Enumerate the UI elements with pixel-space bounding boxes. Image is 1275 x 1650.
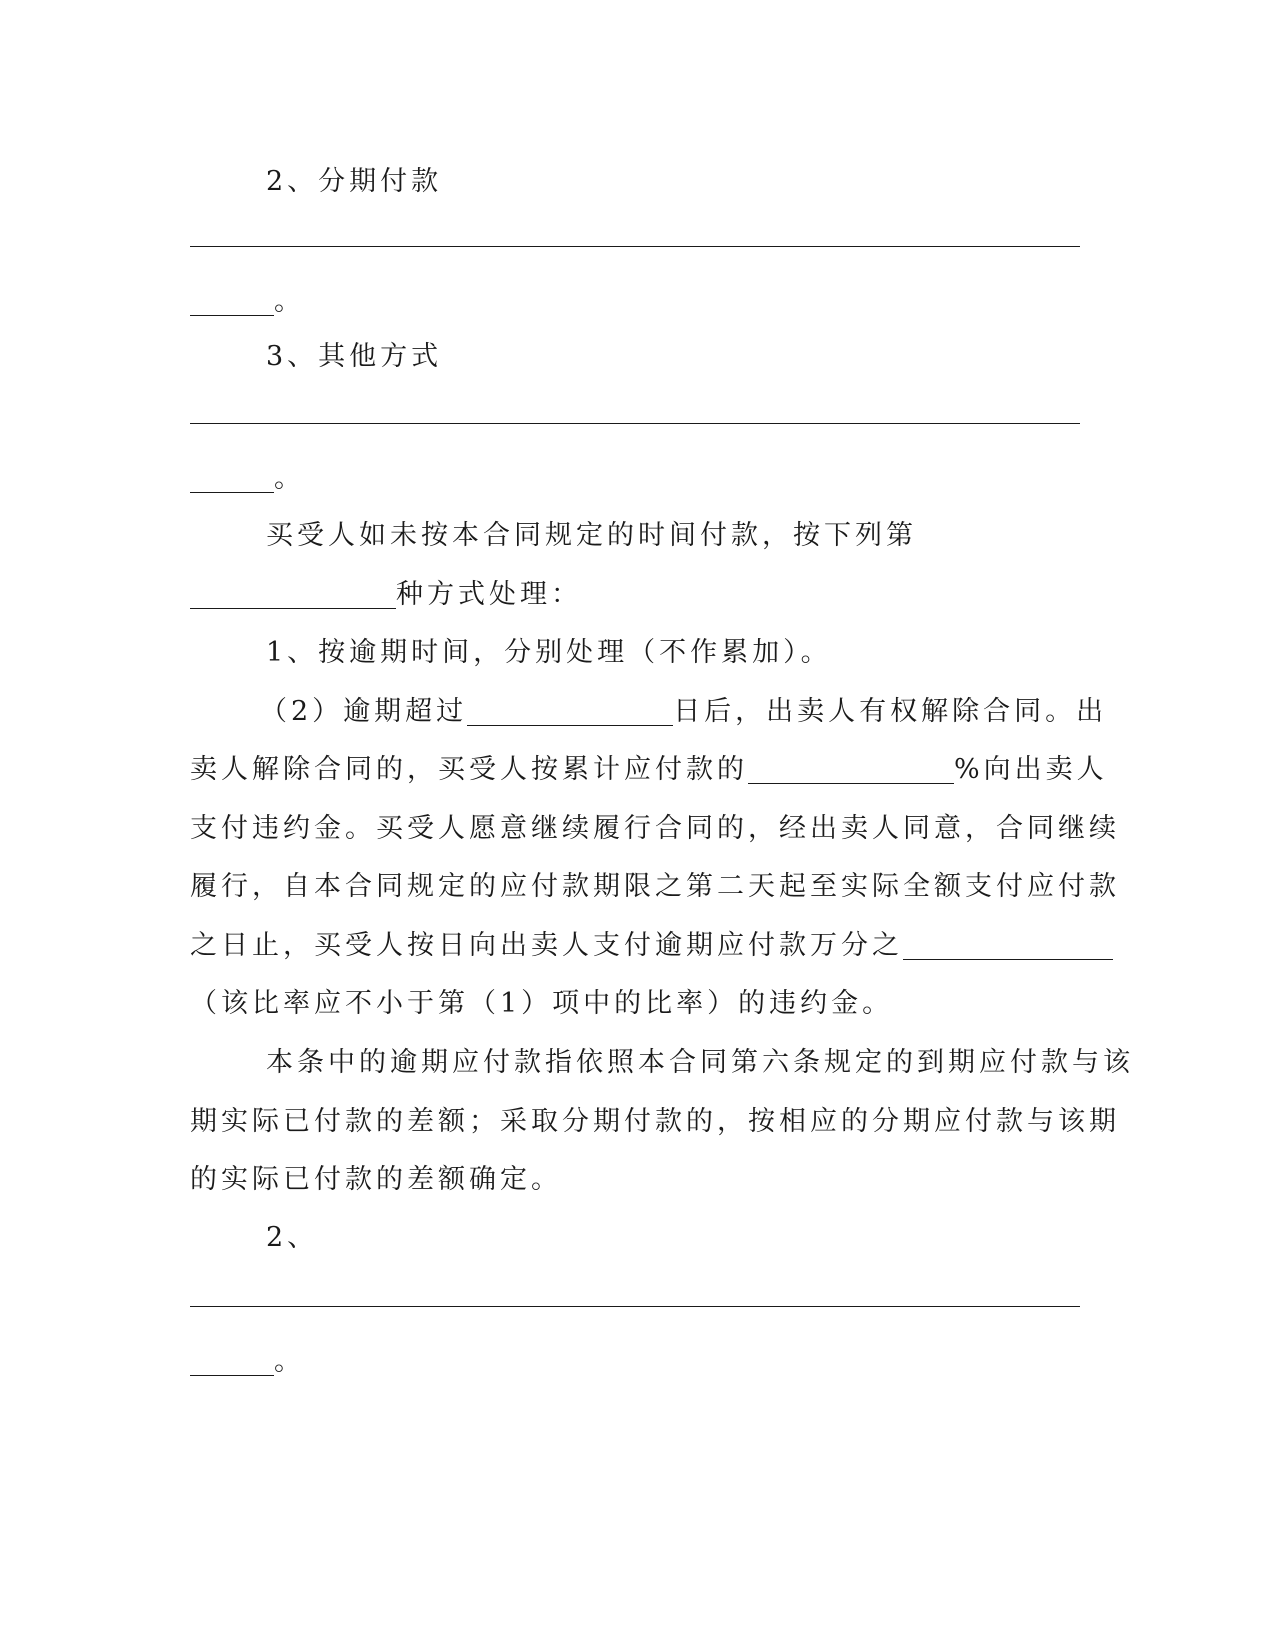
note-line1-text: 本条中的逾期应付款指依照本合同第六条规定的到期应付款与该: [266, 1047, 1134, 1078]
late-item2-line5: [190, 928, 1080, 964]
item3-heading: [190, 339, 1156, 375]
period-mark: 。: [274, 286, 305, 317]
fill-blank: [190, 578, 396, 609]
period-mark: 。: [274, 463, 305, 494]
late-item2-line6-text: （该比率应不小于第（1）项中的比率）的违约金。: [190, 988, 894, 1019]
item2b-heading: [190, 1220, 1156, 1256]
item2-heading-text: 2、分期付款: [266, 166, 443, 197]
late-item2-line4-text: 履行，自本合同规定的应付款期限之第二天起至实际全额支付应付款: [190, 871, 1120, 902]
note-line1: [190, 1045, 1156, 1081]
late-item2-line4: [190, 869, 1120, 905]
period-mark: 。: [274, 1346, 305, 1377]
late-item2-line3: [190, 811, 1120, 847]
fill-blank: [190, 462, 274, 493]
late-intro-line2: [190, 577, 1080, 613]
fill-line-end: [190, 461, 1080, 497]
late-item2-line2-suffix: %向出卖人: [954, 754, 1108, 785]
fill-line: [190, 1306, 1080, 1307]
late-item2-line2-prefix: 卖人解除合同的，买受人按累计应付款的: [190, 754, 748, 785]
fill-blank: [748, 753, 954, 784]
late-item2-prefix: （2）逾期超过: [260, 696, 468, 727]
note-line3: [190, 1162, 1080, 1198]
late-item2-line5-prefix: 之日止，买受人按日向出卖人支付逾期应付款万分之: [190, 930, 903, 961]
late-item2-line2: [190, 752, 1108, 788]
fill-line-end: [190, 1344, 1080, 1380]
item3-heading-text: 3、其他方式: [266, 341, 443, 372]
late-item1: [190, 635, 1156, 671]
fill-blank: [467, 695, 673, 726]
item2b-heading-text: 2、: [266, 1222, 319, 1253]
late-item2-line1: [190, 694, 1150, 730]
fill-line-end: [190, 284, 1080, 320]
fill-line: [190, 423, 1080, 424]
late-intro-line1: [190, 518, 1156, 554]
fill-blank: [903, 929, 1113, 960]
fill-line: [190, 246, 1080, 247]
note-line3-text: 的实际已付款的差额确定。: [190, 1164, 562, 1195]
item2-heading: [190, 164, 1156, 200]
late-intro-text: 买受人如未按本合同规定的时间付款，按下列第: [266, 520, 917, 551]
late-item2-line6: [190, 986, 1080, 1022]
fill-blank: [190, 285, 274, 316]
late-item2-line3-text: 支付违约金。买受人愿意继续履行合同的，经出卖人同意，合同继续: [190, 813, 1120, 844]
note-line2-text: 期实际已付款的差额；采取分期付款的，按相应的分期应付款与该期: [190, 1106, 1120, 1137]
late-item2-mid: 日后，出卖人有权解除合同。出: [673, 696, 1108, 727]
late-intro-suffix: 种方式处理：: [396, 579, 582, 610]
fill-blank: [190, 1345, 274, 1376]
late-item1-text: 1、按逾期时间，分别处理（不作累加）。: [266, 637, 832, 668]
note-line2: [190, 1104, 1120, 1140]
